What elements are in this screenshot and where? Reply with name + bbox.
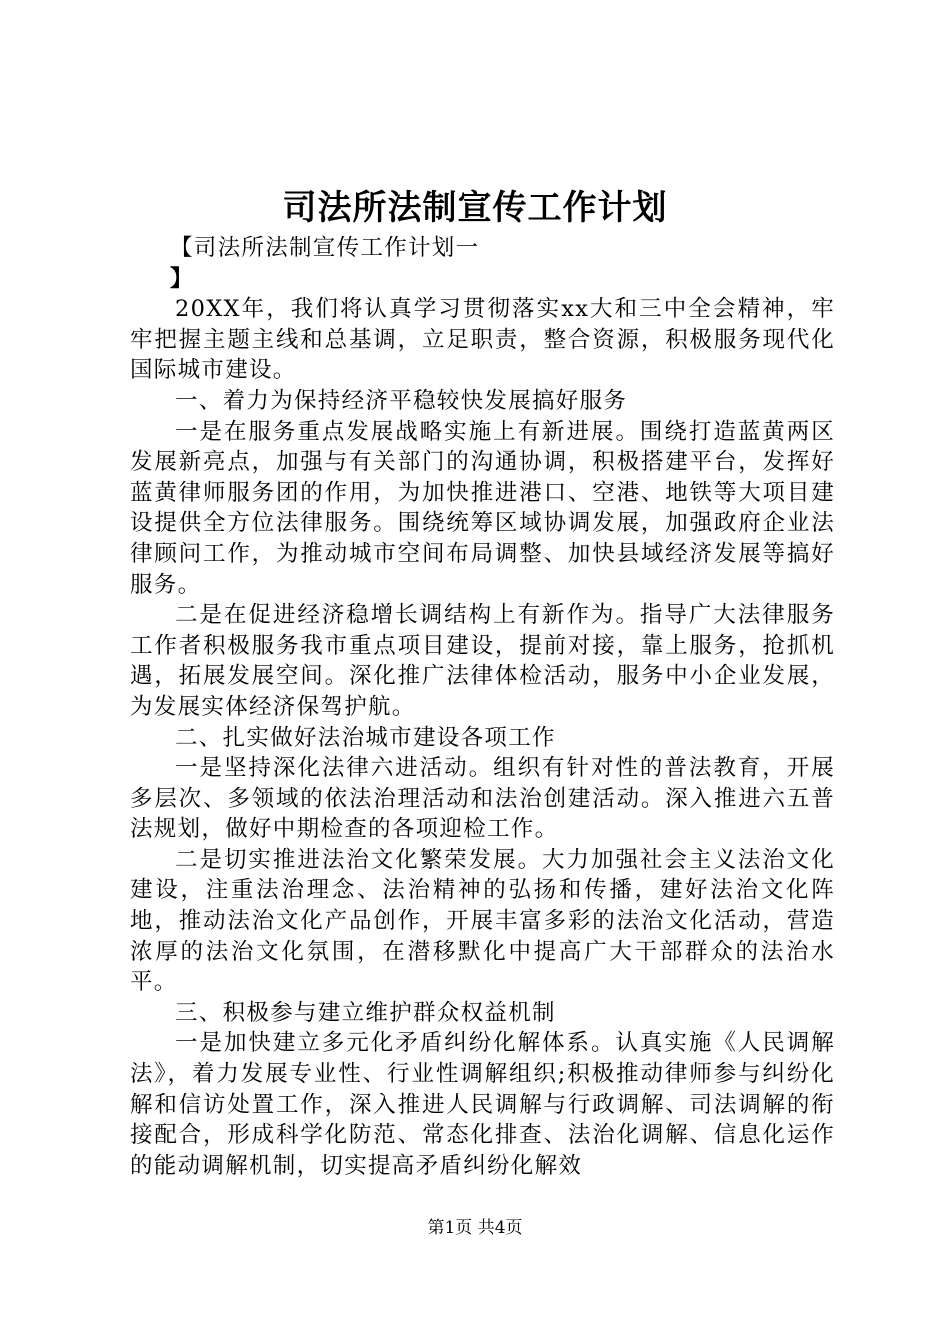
section-heading-2: 二、扎实做好法治城市建设各项工作 (175, 724, 556, 751)
paragraph-intro: 20XX年，我们将认真学习贯彻落实xx大和三中全会精神，牢牢把握主题主线和总基调，立足职责，整合资源，积极服务现代化国际城市建设。 (130, 296, 835, 384)
paragraph: 二是在促进经济稳增长调结构上有新作为。指导广大法律服务工作者积极服务我市重点项目建设，提前对接，靠上服务，抢抓机遇，拓展发展空间。深化推广法律体检活动，服务中小企业发展，为发展实体经济保驾护航。 (130, 602, 835, 720)
paragraph: 一是加快建立多元化矛盾纠纷化解体系。认真实施《人民调解法》，着力发展专业性、行业性调解组织;积极推动律师参与纠纷化解和信访处置工作，深入推进人民调解与行政调解、司法调解的衔接配合，形成科学化防范、常态化排查、法治化调解、信息化运作的能动调解机制，切实提高矛盾纠纷化解效 (130, 1030, 835, 1179)
paragraph: 一是在服务重点发展战略实施上有新进展。围绕打造蓝黄两区发展新亮点，加强与有关部门的沟通协调，积极搭建平台，发挥好蓝黄律师服务团的作用，为加快推进港口、空港、地铁等大项目建设提供全方位法律服务。围绕统筹区域协调发展，加强政府企业法律顾问工作，为推动城市空间布局调整、加快县域经济发展等搞好服务。 (130, 418, 835, 598)
subtitle-open: 【司法所法制宣传工作计划一 (170, 235, 480, 261)
section-heading-1: 一、着力为保持经济平稳较快发展搞好服务 (175, 387, 628, 414)
section-heading-3: 三、积极参与建立维护群众权益机制 (175, 999, 556, 1026)
page-footer: 第1页 共4页 (427, 1218, 523, 1238)
paragraph: 一是坚持深化法律六进活动。组织有针对性的普法教育，开展多层次、多领域的依法治理活动和法治创建活动。深入推进六五普法规划，做好中期检查的各项迎检工作。 (130, 755, 835, 843)
document-title: 司法所法制宣传工作计划 (282, 188, 668, 228)
document-body (130, 233, 835, 1181)
paragraph: 二是切实推进法治文化繁荣发展。大力加强社会主义法治文化建设，注重法治理念、法治精神的弘扬和传播，建好法治文化阵地，推动法治文化产品创作，开展丰富多彩的法治文化活动，营造浓厚的法治文化氛围，在潜移默化中提高广大干部群众的法治水平。 (130, 846, 835, 996)
subtitle-close: 】 (170, 265, 194, 292)
